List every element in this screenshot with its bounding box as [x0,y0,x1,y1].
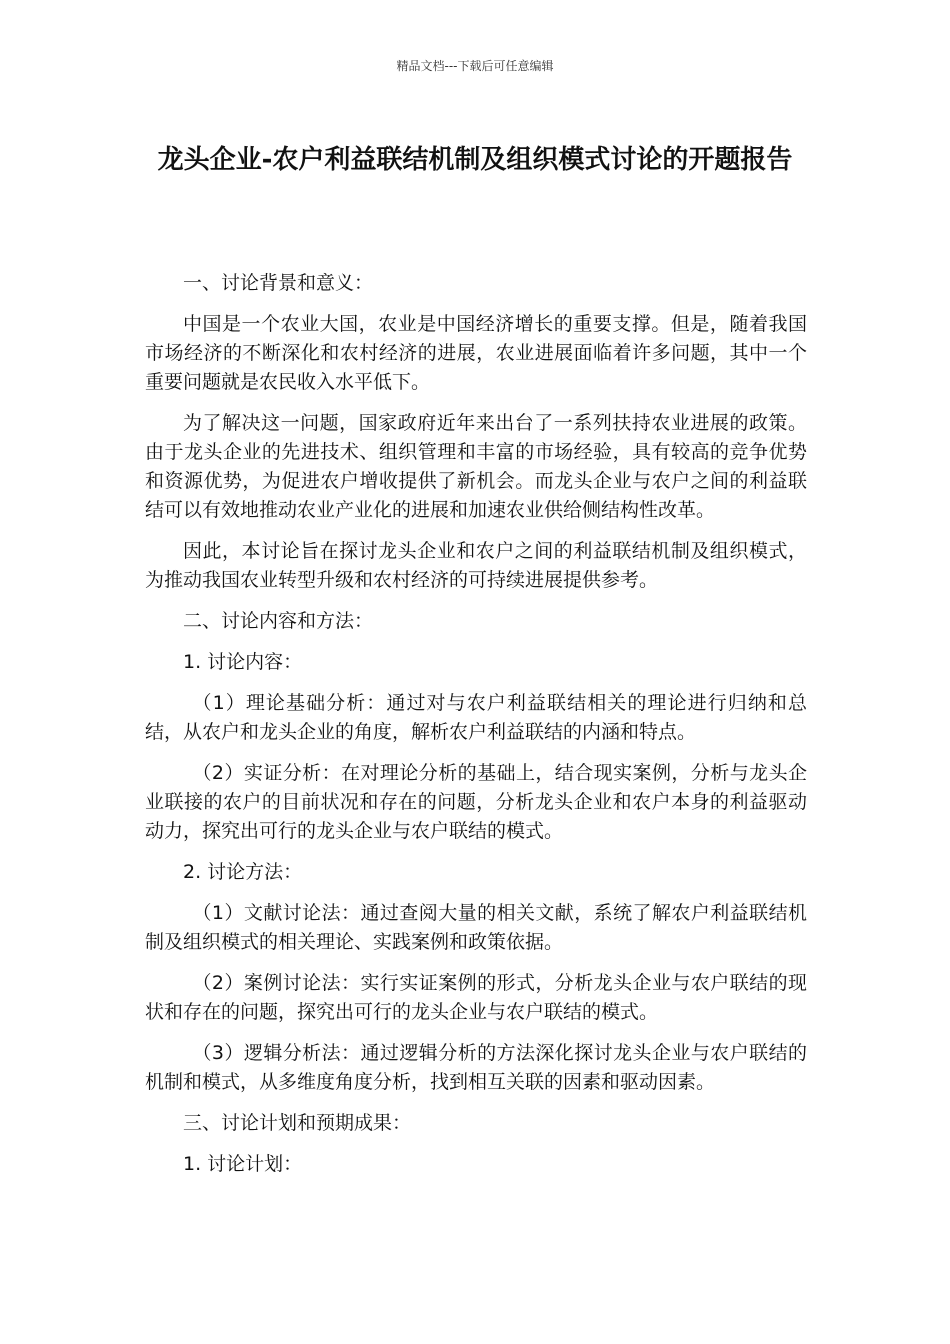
paragraph-background: 中国是一个农业大国，农业是中国经济增长的重要支撑。但是，随着我国市场经济的不断深化和农村经济的进展，农业进展面临着许多问题，其中一个重要问题就是农民收入水平低下。 [145,313,807,393]
document-body [145,269,807,1191]
section-heading-background: 一、讨论背景和意义： [183,272,374,294]
item-logic-method: （3）逻辑分析法：通过逻辑分析的方法深化探讨龙头企业与农户联结的机制和模式，从多维度角度分析，找到相互关联的因素和驱动因素。 [145,1042,807,1093]
subheading-plan: 1. 讨论计划： [183,1153,303,1175]
section-heading-content-method: 二、讨论内容和方法： [183,610,374,632]
subheading-method: 2. 讨论方法： [183,861,303,883]
item-theory-analysis: （1）理论基础分析：通过对与农户利益联结相关的理论进行归纳和总结，从农户和龙头企业的角度，解析农户利益联结的内涵和特点。 [145,692,807,743]
item-empirical-analysis: （2）实证分析：在对理论分析的基础上，结合现实案例，分析与龙头企业联接的农户的目前状况和存在的问题，分析龙头企业和农户本身的利益驱动动力，探究出可行的龙头企业与农户联结的模式。 [145,762,807,842]
subheading-content: 1. 讨论内容： [183,651,303,673]
item-literature-method: （1）文献讨论法：通过查阅大量的相关文献，系统了解农户利益联结机制及组织模式的相关理论、实践案例和政策依据。 [145,902,807,953]
item-case-method: （2）案例讨论法：实行实证案例的形式，分析龙头企业与农户联结的现状和存在的问题，探究出可行的龙头企业与农户联结的模式。 [145,972,807,1023]
section-heading-plan: 三、讨论计划和预期成果： [183,1112,412,1134]
header-note: 精品文档---下载后可任意编辑 [396,59,554,73]
document-title: 龙头企业-农户利益联结机制及组织模式讨论的开题报告 [157,145,793,175]
paragraph-policy: 为了解决这一问题，国家政府近年来出台了一系列扶持农业进展的政策。由于龙头企业的先进技术、组织管理和丰富的市场经验，具有较高的竞争优势和资源优势，为促进农户增收提供了新机会。而龙头企业与农户之间的利益联结可以有效地推动农业产业化的进展和加速农业供给侧结构性改革。 [145,412,807,521]
paragraph-purpose: 因此，本讨论旨在探讨龙头企业和农户之间的利益联结机制及组织模式，为推动我国农业转型升级和农村经济的可持续进展提供参考。 [145,540,807,591]
